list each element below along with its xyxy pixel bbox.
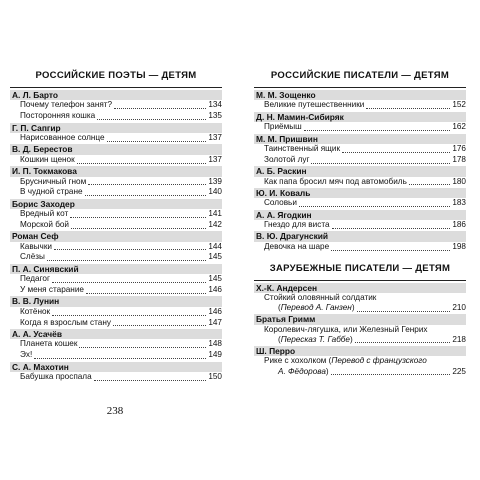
section-title: РОССИЙСКИЕ ПИСАТЕЛИ — ДЕТЯМ bbox=[270, 70, 450, 81]
author-block bbox=[10, 90, 222, 122]
toc-entry[interactable] bbox=[254, 220, 466, 231]
section-rule bbox=[254, 280, 466, 281]
entry-title: Нарисованное солнце bbox=[20, 132, 105, 142]
author-name: Х.-К. Андерсен bbox=[254, 283, 466, 293]
toc-entry[interactable] bbox=[10, 285, 222, 296]
toc-entry[interactable] bbox=[10, 133, 222, 144]
dot-leader bbox=[54, 248, 206, 250]
author-block bbox=[254, 231, 466, 252]
dot-leader bbox=[331, 373, 451, 375]
toc-entry[interactable] bbox=[254, 155, 466, 166]
author-block bbox=[10, 144, 222, 165]
entry-title: Королевич-лягушка, или Железный Генрих bbox=[264, 324, 428, 334]
dot-leader bbox=[409, 183, 450, 185]
dot-leader bbox=[94, 379, 207, 381]
entry-title: Эх! bbox=[20, 350, 33, 360]
author-name: И. П. Токмакова bbox=[10, 166, 222, 176]
entry-page: 176 bbox=[452, 143, 466, 153]
entry-page: 145 bbox=[208, 274, 222, 284]
author-block bbox=[10, 362, 222, 383]
entry-title: Почему телефон занят? bbox=[20, 100, 113, 110]
section-rule bbox=[254, 87, 466, 88]
dot-leader bbox=[86, 292, 206, 294]
author-name: А. А. Ягодкин bbox=[254, 210, 466, 220]
dot-leader bbox=[52, 281, 206, 283]
entry-page: 146 bbox=[208, 306, 222, 316]
author-name: М. М. Пришвин bbox=[254, 134, 466, 144]
dot-leader bbox=[79, 346, 206, 348]
entry-title: Великие путешественники bbox=[264, 100, 365, 110]
entry-page: 210 bbox=[452, 303, 466, 313]
entry-title: Когда я взрослым стану bbox=[20, 317, 111, 327]
author-block bbox=[254, 188, 466, 209]
dot-leader bbox=[113, 324, 206, 326]
author-name: Борис Заходер bbox=[10, 199, 222, 209]
dot-leader bbox=[70, 216, 206, 218]
entry-page: 135 bbox=[208, 111, 222, 121]
paren-open: ( bbox=[278, 334, 281, 344]
entry-page: 152 bbox=[452, 100, 466, 110]
toc-entry[interactable] bbox=[254, 325, 466, 346]
entry-title: Стойкий оловянный солдатик bbox=[264, 293, 377, 303]
paren-close: ) bbox=[351, 303, 355, 313]
entry-page: 180 bbox=[452, 176, 466, 186]
dot-leader bbox=[355, 341, 451, 343]
toc-left-column bbox=[10, 70, 222, 383]
entry-title: Рике с хохолком ( bbox=[264, 356, 332, 366]
entry-title: Кошкин щенок bbox=[20, 154, 75, 164]
entry-title: Как папа бросил мяч под автомобиль bbox=[264, 176, 407, 186]
toc-entry[interactable] bbox=[10, 242, 222, 253]
author-block bbox=[254, 346, 466, 377]
toc-right-column bbox=[254, 70, 466, 377]
entry-title: Слёзы bbox=[20, 252, 45, 262]
translator-note: Пересказ Т. Габбе bbox=[280, 334, 350, 344]
dot-leader bbox=[114, 107, 206, 109]
author-name: В. Д. Берестов bbox=[10, 144, 222, 154]
toc-entry[interactable] bbox=[10, 187, 222, 198]
author-name: П. А. Синявский bbox=[10, 264, 222, 274]
author-block bbox=[10, 199, 222, 231]
dot-leader bbox=[71, 227, 206, 229]
toc-entry[interactable] bbox=[10, 100, 222, 111]
author-block bbox=[254, 210, 466, 231]
toc-entry[interactable] bbox=[10, 350, 222, 361]
author-name: В. Ю. Драгунский bbox=[254, 231, 466, 241]
entry-title: Педагог bbox=[20, 274, 50, 284]
toc-entry[interactable] bbox=[10, 209, 222, 220]
author-name: Ю. И. Коваль bbox=[254, 188, 466, 198]
section-rule bbox=[10, 87, 222, 88]
dot-leader bbox=[47, 259, 206, 261]
toc-entry[interactable] bbox=[254, 144, 466, 155]
author-name: Братья Гримм bbox=[254, 314, 466, 324]
toc-entry[interactable] bbox=[10, 155, 222, 166]
toc-entry[interactable] bbox=[10, 220, 222, 231]
entry-page: 198 bbox=[452, 241, 466, 251]
entry-title: Таинственный ящик bbox=[264, 143, 341, 153]
entry-page: 137 bbox=[208, 154, 222, 164]
author-block bbox=[254, 166, 466, 187]
section-title: ЗАРУБЕЖНЫЕ ПИСАТЕЛИ — ДЕТЯМ bbox=[269, 262, 451, 274]
author-block bbox=[10, 166, 222, 198]
author-block bbox=[254, 314, 466, 345]
entry-page: 144 bbox=[208, 241, 222, 251]
author-block bbox=[254, 283, 466, 314]
entry-title: Гнездо для виста bbox=[264, 220, 330, 230]
translator-name: А. Фёдорова bbox=[278, 366, 326, 376]
translator-note: Перевод с французского bbox=[331, 356, 427, 366]
dot-leader bbox=[342, 151, 450, 153]
entry-page: 218 bbox=[452, 334, 466, 344]
entry-title: Брусничный гном bbox=[20, 176, 87, 186]
entry-page: 142 bbox=[208, 219, 222, 229]
dot-leader bbox=[332, 227, 451, 229]
author-name: А. Л. Барто bbox=[10, 90, 222, 100]
page-number: 238 bbox=[106, 405, 124, 417]
toc-entry[interactable] bbox=[10, 318, 222, 329]
author-name: Роман Сеф bbox=[10, 231, 222, 241]
paren-open: ( bbox=[278, 303, 281, 313]
author-block bbox=[10, 123, 222, 144]
entry-page: 162 bbox=[452, 122, 466, 132]
entry-page: 149 bbox=[208, 350, 222, 360]
author-block bbox=[254, 90, 466, 111]
toc-entry[interactable] bbox=[254, 100, 466, 111]
entry-page: 141 bbox=[208, 209, 222, 219]
dot-leader bbox=[331, 249, 450, 251]
entry-title: Золотой луг bbox=[264, 154, 310, 164]
entry-page: 183 bbox=[452, 198, 466, 208]
entry-page: 148 bbox=[208, 339, 222, 349]
toc-entry[interactable] bbox=[10, 252, 222, 263]
toc-entry[interactable] bbox=[10, 307, 222, 318]
author-block bbox=[10, 264, 222, 296]
author-name: Д. Н. Мамин-Сибиряк bbox=[254, 112, 466, 122]
author-block bbox=[254, 134, 466, 166]
toc-entry[interactable] bbox=[10, 274, 222, 285]
toc-entry[interactable] bbox=[10, 111, 222, 122]
paren-close: ) bbox=[349, 334, 353, 344]
author-name: С. А. Махотин bbox=[10, 362, 222, 372]
toc-entry[interactable] bbox=[254, 177, 466, 188]
entry-title: Вредный кот bbox=[20, 209, 69, 219]
dot-leader bbox=[88, 183, 206, 185]
dot-leader bbox=[299, 205, 450, 207]
author-block bbox=[254, 112, 466, 133]
toc-entry[interactable] bbox=[10, 372, 222, 383]
dot-leader bbox=[366, 107, 450, 109]
toc-entry[interactable] bbox=[254, 356, 466, 377]
entry-title: Планета кошек bbox=[20, 339, 78, 349]
dot-leader bbox=[357, 310, 451, 312]
entry-page: 150 bbox=[208, 372, 222, 381]
entry-page: 145 bbox=[208, 252, 222, 262]
toc-entry[interactable] bbox=[254, 122, 466, 133]
author-block bbox=[10, 296, 222, 328]
author-name: А. Б. Раскин bbox=[254, 166, 466, 176]
author-name: Ш. Перро bbox=[254, 346, 466, 356]
dot-leader bbox=[304, 129, 451, 131]
toc-entry[interactable] bbox=[10, 177, 222, 188]
entry-title: Девочка на шаре bbox=[264, 241, 330, 251]
entry-title: Посторонняя кошка bbox=[20, 111, 96, 121]
entry-page: 134 bbox=[208, 100, 222, 110]
entry-page: 186 bbox=[452, 220, 466, 230]
author-name: Г. П. Сапгир bbox=[10, 123, 222, 133]
author-block bbox=[10, 231, 222, 263]
entry-title: Приёмыш bbox=[264, 122, 302, 132]
entry-page: 137 bbox=[208, 132, 222, 142]
dot-leader bbox=[311, 162, 450, 164]
author-name: В. В. Лунин bbox=[10, 296, 222, 306]
dot-leader bbox=[85, 194, 207, 196]
entry-title: Кавычки bbox=[20, 241, 52, 251]
translator-note: Перевод А. Ганзен bbox=[280, 303, 352, 313]
dot-leader bbox=[107, 140, 207, 142]
toc-entry[interactable] bbox=[254, 293, 466, 314]
entry-page: 225 bbox=[452, 366, 466, 376]
entry-page: 140 bbox=[208, 187, 222, 197]
entry-title: Котёнок bbox=[20, 306, 51, 316]
entry-title: В чудной стране bbox=[20, 187, 83, 197]
section-title: РОССИЙСКИЕ ПОЭТЫ — ДЕТЯМ bbox=[35, 70, 197, 81]
entry-page: 147 bbox=[208, 317, 222, 327]
toc-entry[interactable] bbox=[254, 242, 466, 253]
entry-page: 178 bbox=[452, 154, 466, 164]
entry-title: У меня старание bbox=[20, 285, 84, 295]
entry-title: Соловьи bbox=[264, 198, 297, 208]
entry-title: Морской бой bbox=[20, 219, 70, 229]
author-block bbox=[10, 329, 222, 361]
dot-leader bbox=[52, 314, 206, 316]
dot-leader bbox=[97, 118, 206, 120]
dot-leader bbox=[77, 162, 207, 164]
paren-close: ) bbox=[325, 366, 329, 376]
toc-entry[interactable] bbox=[10, 339, 222, 350]
entry-page: 146 bbox=[208, 285, 222, 295]
entry-page: 139 bbox=[208, 176, 222, 186]
entry-title: Бабушка проспала bbox=[20, 372, 92, 381]
dot-leader bbox=[34, 357, 206, 359]
author-name: А. А. Усачёв bbox=[10, 329, 222, 339]
toc-entry[interactable] bbox=[254, 198, 466, 209]
author-name: М. М. Зощенко bbox=[254, 90, 466, 100]
